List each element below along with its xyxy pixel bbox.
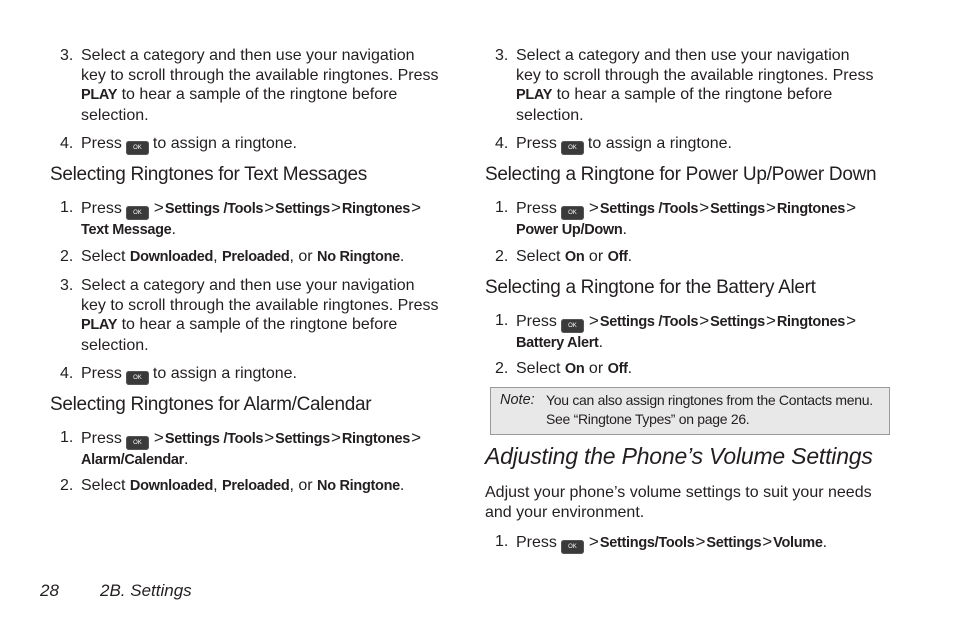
step-number: 1. xyxy=(495,533,509,550)
punctuation: , xyxy=(213,248,218,265)
menu-path: Settings xyxy=(710,201,765,217)
step-text: or xyxy=(588,360,604,377)
step-text: Select xyxy=(81,477,126,494)
menu-path: Alarm/Calendar xyxy=(81,452,184,468)
menu-path: Settings xyxy=(710,314,765,330)
step-text: key to scroll through the available ringtones. Press xyxy=(516,66,874,84)
menu-path: Settings /Tools xyxy=(599,201,699,217)
option-label: Off xyxy=(607,249,628,265)
option-label: On xyxy=(564,361,585,377)
chevron-right-icon: > xyxy=(153,198,164,217)
step-text: Press xyxy=(81,200,122,217)
ok-key-icon: OK xyxy=(126,206,149,220)
menu-path: Volume xyxy=(773,535,823,551)
section-label: 2B. Settings xyxy=(100,581,192,600)
note-text: You can also assign ringtones from the Contacts menu. xyxy=(546,392,873,408)
step-number: 3. xyxy=(60,277,74,294)
option-label: No Ringtone xyxy=(317,478,400,494)
step-text: to hear a sample of the ringtone before xyxy=(121,86,398,104)
chevron-right-icon: > xyxy=(330,198,341,217)
ok-key-icon: OK xyxy=(126,436,149,450)
step-text: to hear a sample of the ringtone before xyxy=(556,86,833,104)
chevron-right-icon: > xyxy=(588,198,599,217)
menu-path: Settings xyxy=(275,201,330,217)
ok-key-icon: OK xyxy=(126,371,149,385)
step-number: 2. xyxy=(495,360,509,377)
step-text: , or xyxy=(289,477,313,494)
punctuation: . xyxy=(627,248,633,265)
punctuation: . xyxy=(183,451,189,468)
ok-key-icon: OK xyxy=(561,206,584,220)
punctuation: . xyxy=(822,534,828,551)
step-text: Select a category and then use your navigation xyxy=(81,277,415,294)
step-text: Select xyxy=(516,248,561,265)
play-key-label: PLAY xyxy=(516,87,553,104)
step-number: 1. xyxy=(60,199,74,216)
chevron-right-icon: > xyxy=(846,311,857,330)
option-label: Preloaded xyxy=(222,478,290,494)
menu-path: Settings xyxy=(706,535,762,551)
chevron-right-icon: > xyxy=(264,428,275,447)
step-text: Press xyxy=(81,365,122,382)
option-label: Downloaded xyxy=(129,478,214,494)
chevron-right-icon: > xyxy=(588,532,599,551)
punctuation: . xyxy=(627,360,633,377)
paragraph-text: Adjust your phone’s volume settings to suit your needs xyxy=(485,484,872,501)
ok-key-icon: OK xyxy=(126,141,149,155)
step-text: to assign a ringtone. xyxy=(152,135,297,152)
chapter-heading: Adjusting the Phone’s Volume Settings xyxy=(485,443,873,469)
chevron-right-icon: > xyxy=(153,428,164,447)
punctuation: . xyxy=(399,248,405,265)
step-number: 1. xyxy=(60,429,74,446)
menu-path: Ringtones xyxy=(341,431,411,447)
step-text: Press xyxy=(516,534,557,551)
menu-path: Settings xyxy=(275,431,330,447)
paragraph-text: and your environment. xyxy=(485,503,645,521)
section-heading: Selecting a Ringtone for Power Up/Power Down xyxy=(485,164,877,185)
play-key-label: PLAY xyxy=(81,317,118,334)
step-number: 3. xyxy=(60,47,74,64)
step-text: Select xyxy=(516,360,561,377)
chevron-right-icon: > xyxy=(588,311,599,330)
menu-path: Settings/Tools xyxy=(599,535,695,551)
step-text: to hear a sample of the ringtone before xyxy=(121,316,398,334)
chevron-right-icon: > xyxy=(330,428,341,447)
menu-path: Text Message xyxy=(81,222,172,238)
punctuation: . xyxy=(399,477,405,494)
menu-path: Settings /Tools xyxy=(164,431,264,447)
step-text: Select a category and then use your navigation xyxy=(516,47,850,64)
chevron-right-icon: > xyxy=(762,532,773,551)
step-text: , or xyxy=(289,248,313,265)
step-number: 2. xyxy=(60,248,74,265)
step-number: 1. xyxy=(495,312,509,329)
page-number: 28 xyxy=(40,581,59,600)
step-text: selection. xyxy=(516,106,584,124)
step-number: 3. xyxy=(495,47,509,64)
intro-paragraph xyxy=(485,483,895,522)
step-number: 2. xyxy=(60,477,74,494)
option-label: No Ringtone xyxy=(317,249,400,265)
step-text: Press xyxy=(81,430,122,447)
chevron-right-icon: > xyxy=(264,198,275,217)
ok-key-icon: OK xyxy=(561,141,584,155)
step-text: Press xyxy=(516,135,557,152)
chevron-right-icon: > xyxy=(699,311,710,330)
menu-path: Ringtones xyxy=(341,201,411,217)
menu-path: Settings /Tools xyxy=(164,201,264,217)
step-text: key to scroll through the available ringtones. Press xyxy=(81,66,439,84)
step-number: 2. xyxy=(495,248,509,265)
chevron-right-icon: > xyxy=(411,428,422,447)
punctuation: . xyxy=(171,221,176,238)
step-text: Press xyxy=(516,200,557,217)
step-number: 1. xyxy=(495,199,509,216)
section-heading: Selecting a Ringtone for the Battery Alert xyxy=(485,277,816,298)
punctuation: , xyxy=(213,477,218,494)
menu-path: Battery Alert xyxy=(516,335,599,351)
step-text: to assign a ringtone. xyxy=(587,135,732,152)
option-label: On xyxy=(564,249,585,265)
step-number: 4. xyxy=(60,365,74,382)
option-label: Downloaded xyxy=(129,249,214,265)
punctuation: . xyxy=(622,221,627,238)
ok-key-icon: OK xyxy=(561,540,584,554)
ok-key-icon: OK xyxy=(561,319,584,333)
step-text: Select a category and then use your navigation xyxy=(81,47,415,64)
menu-path: Ringtones xyxy=(776,201,846,217)
note-label: Note: xyxy=(500,392,535,408)
note-box xyxy=(490,387,890,435)
option-label: Preloaded xyxy=(222,249,290,265)
play-key-label: PLAY xyxy=(81,87,118,104)
note-text: See “Ringtone Types” on page 26. xyxy=(546,411,750,427)
menu-path: Ringtones xyxy=(776,314,846,330)
step-text: Press xyxy=(516,313,557,330)
chevron-right-icon: > xyxy=(411,198,422,217)
step-number: 4. xyxy=(495,135,509,152)
menu-path: Settings /Tools xyxy=(599,314,699,330)
chevron-right-icon: > xyxy=(699,198,710,217)
step-number: 4. xyxy=(60,135,74,152)
step-text: Select xyxy=(81,248,126,265)
step-text: key to scroll through the available ringtones. Press xyxy=(81,296,439,314)
step-text: Press xyxy=(81,135,122,152)
chevron-right-icon: > xyxy=(765,198,776,217)
section-heading: Selecting Ringtones for Alarm/Calendar xyxy=(50,394,372,415)
step-text: or xyxy=(588,248,604,265)
punctuation: . xyxy=(598,334,604,351)
section-heading: Selecting Ringtones for Text Messages xyxy=(50,164,368,185)
option-label: Off xyxy=(607,361,628,377)
step-text: selection. xyxy=(81,106,149,124)
chevron-right-icon: > xyxy=(765,311,776,330)
step-text: selection. xyxy=(81,336,149,354)
chevron-right-icon: > xyxy=(695,532,706,551)
chevron-right-icon: > xyxy=(846,198,857,217)
menu-path: Power Up/Down xyxy=(516,222,623,238)
step-text: to assign a ringtone. xyxy=(152,365,297,382)
